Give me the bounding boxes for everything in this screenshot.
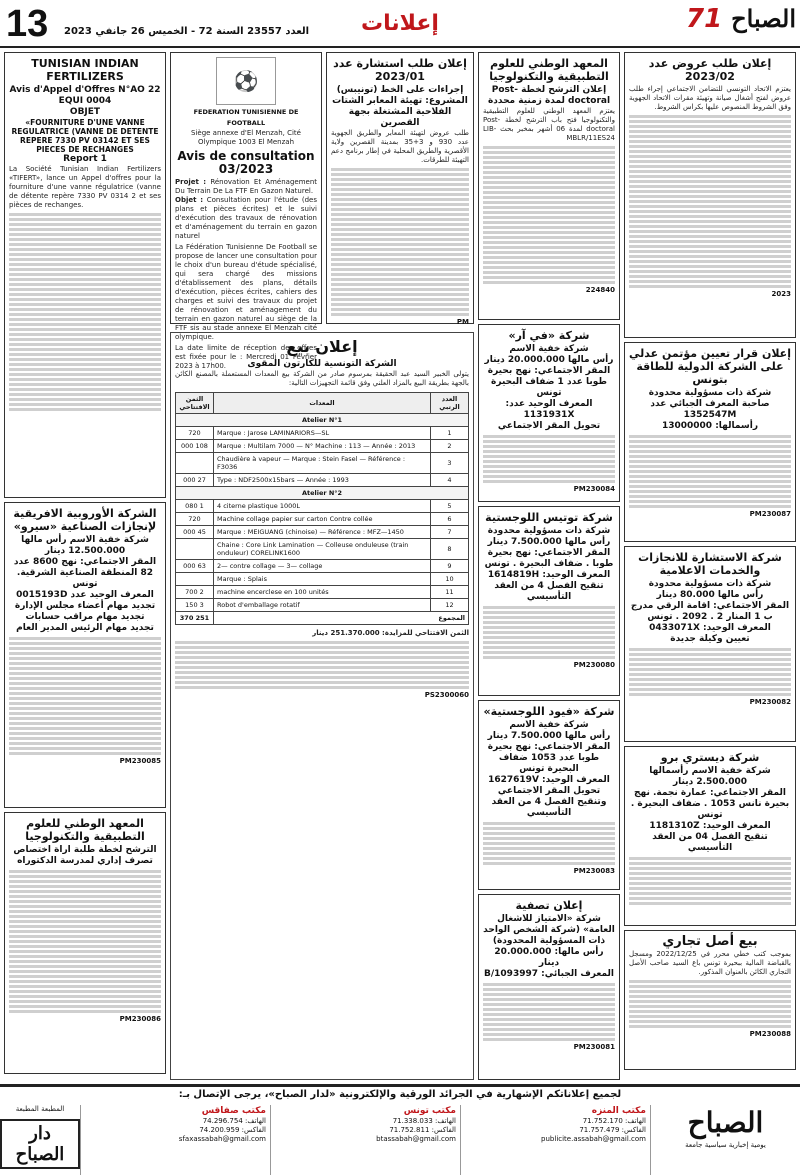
- table-row: [176, 513, 469, 526]
- lot-item: machine encerclese en 100 unités: [214, 586, 431, 599]
- ad-institut-doctorat: [4, 812, 166, 1074]
- ad-ftf-object-text: Consultation pour l'étude (des plans et pièces écrites) et le suivi d'exécution des travaux de rénovation et d'aménagement du terrain en gazon naturel: [175, 196, 317, 240]
- lots-header-row: [176, 393, 469, 414]
- logo-brand: الصباح: [731, 4, 796, 33]
- text-filler: [629, 857, 791, 905]
- lots-col-price: الثمن الافتتاحي: [176, 393, 214, 414]
- footer-office-tunis-head: مكتب تونس: [403, 1106, 456, 1116]
- ad-energy-capital: رأسمالها: 13000000: [661, 421, 759, 431]
- text-filler: [175, 641, 469, 689]
- ad-tifert-body: La Société Tunisian Indian Fertilizers «TIFERT», lance un Appel d'offres pour la fourniture d'une vanne régulatrice (vanne de détente repère 7330 PV 0314 2 et ses pièces de rechanges.: [9, 165, 161, 209]
- ad-consultation-text: طلب عروض لتهيئة المعابر والطريق الجهوية عدد 930 و 3+35 بمدينة القصرين ولاية الأقصرية والطريق المحلية في إطار برنامج دعم التهيئة للطرقات.: [331, 129, 469, 164]
- ad-tender-ref: 2023: [771, 290, 791, 298]
- ad-sale-title: إعلان بيع: [286, 337, 358, 356]
- footer-office-sfax: [80, 1105, 270, 1175]
- ad-fi-ar: [478, 324, 620, 502]
- ad-tender-text: يعتزم الاتحاد التونسي للتضامن الاجتماعي إجراء طلب عروض لفتح أشغال صيانة وتهيئة مقرات الاتحاد الجهوية وفق الشروط المنصوص عليها بكراس الشروط.: [629, 85, 791, 111]
- table-row: [176, 526, 469, 539]
- lot-price: 720: [176, 513, 214, 526]
- table-row: [176, 427, 469, 440]
- footer-banner: لجميع إعلاناتكم الإشهارية في الجرائد الورقية والإلكترونية «لدار الصباح»، يرجى الإتصال بـ:: [0, 1087, 800, 1103]
- ad-logistique-hq: المقر الاجتماعي: نهج بحيرة طوبا . ضفاف البحيرة . تونس: [484, 548, 614, 569]
- ad-ftf-deadline: La date limite de réception des offres est fixée pour le : Mercredi 01 Février 2023 à 17h00.: [175, 344, 317, 370]
- lot-price: 108 000: [176, 440, 214, 453]
- ad-ftf-project: [175, 178, 317, 196]
- lot-number: 3: [431, 453, 469, 474]
- lot-number: 12: [431, 599, 469, 612]
- ad-distrib: [624, 746, 796, 926]
- text-filler: [483, 435, 615, 483]
- newspaper-logo: [686, 2, 796, 46]
- ad-tasfiya-id: المعرف الجبائي: 1093997/B: [483, 969, 614, 979]
- ad-energy: [624, 342, 796, 542]
- ad-postdoc-ref: 224840: [585, 286, 615, 294]
- footer-columns: [0, 1105, 800, 1175]
- ad-vide-capital: رأس مالها 7.500.000 دينار: [487, 731, 611, 741]
- footer-office-sfax-phone: الهاتف: 74.296.754: [202, 1117, 266, 1125]
- footer-office-sfax-fax: الفاكس: 74.200.959: [199, 1126, 266, 1134]
- text-filler: [9, 213, 161, 411]
- lot-item: Machine collage papier sur carton Contre collée: [214, 513, 431, 526]
- ad-logistique-type: شركة ذات مسؤولية محدودة: [487, 526, 611, 536]
- page-number: 13: [6, 3, 49, 45]
- footer-brand: [650, 1105, 800, 1175]
- footer-office-menzah-phone: الهاتف: 71.752.170: [582, 1117, 646, 1125]
- ad-vide-action: تحويل المقر الاجتماعي وتنقيح الفصل 4 من العقد التأسيسي: [491, 786, 607, 818]
- lot-item: 2— contre collage — 3— collage: [214, 560, 431, 573]
- ad-distrib-id: المعرف الوحيد: 1181310Z: [649, 821, 771, 831]
- lot-number: 2: [431, 440, 469, 453]
- lot-number: 11: [431, 586, 469, 599]
- lot-number: 9: [431, 560, 469, 573]
- lot-item: Marque : MEIGUANG (chinoise) — Référence : MFZ—1450: [214, 526, 431, 539]
- ad-sovac-id: المعرف الوحيد عدد 0015193D: [16, 590, 154, 600]
- ad-fi-ar-capital: رأس مالها 20.000.000 دينار: [484, 355, 614, 365]
- ad-sovac-capital: شركة خفية الاسم رأس مالها 12.500.000 دينار: [21, 535, 149, 556]
- lots-body: [176, 414, 469, 612]
- ad-vide-id: المعرف الوحيد: 1627619V: [488, 775, 610, 785]
- ad-tasfiya-company: شركة «الامتياز للاشغال العامة» (شركة الشخص الواحد ذات المسؤولية المحدودة): [483, 914, 615, 946]
- footer-office-tunis-email[interactable]: btassabah@gmail.com: [376, 1135, 456, 1143]
- ad-sale-company: الشركة التونسية للكارتون المقوى: [247, 359, 397, 369]
- lot-price: 63 000: [176, 560, 214, 573]
- lot-item: Marque : Multilam 7000 — N° Machine : 113 — Année : 2013: [214, 440, 431, 453]
- lots-total-value: 251 370: [176, 612, 214, 625]
- ad-vide-hq: المقر الاجتماعي: نهج بحيرة طوبا عدد 1053 ضفاف البحيرة تونس: [487, 742, 611, 774]
- text-filler: [9, 637, 161, 755]
- ad-tifert: [4, 52, 166, 498]
- ad-ftf-title: Avis de consultation 03/2023: [177, 149, 315, 176]
- lot-item: Marque : Jarose LAMINARIORS—SL: [214, 427, 431, 440]
- lot-number: 10: [431, 573, 469, 586]
- issue-line: العدد 23557 السنة 72 - الخميس 26 جانفي 2023: [64, 26, 310, 37]
- footer-office-tunis-fax: الفاكس: 71.752.811: [389, 1126, 456, 1134]
- ad-logistique-capital: رأس مالها 7.500.000 دينار: [487, 537, 611, 547]
- ad-institut-doctorat-title: المعهد الوطني للعلوم التطبيقية والتكنولوجيا: [25, 817, 145, 843]
- ad-consultation: [326, 52, 474, 324]
- footer-office-tunis-phone: الهاتف: 71.338.033: [392, 1117, 456, 1125]
- ad-postdoc-text: يعتزم المعهد الوطني للعلوم التطبيقية والتكنولوجيا فتح باب الترشح لخطة Post-doctoral لمدة 06 أشهر بمخبر بحث LIB-MBLR/11ES24: [483, 107, 615, 142]
- ad-business-sale-title: بيع أصل تجاري: [662, 934, 758, 949]
- ad-tasfiya: [478, 894, 620, 1080]
- ad-postdoc: [478, 52, 620, 320]
- footer-print-name: دار الصباح: [0, 1119, 80, 1169]
- ad-sale-ref: PS2300060: [424, 691, 469, 699]
- lot-number: 6: [431, 513, 469, 526]
- lots-atelier-label: Atelier N°2: [176, 487, 469, 500]
- lot-number: 4: [431, 474, 469, 487]
- ad-fi-ar-type: شركة خفية الاسم: [509, 344, 589, 354]
- column-3: [326, 52, 474, 328]
- footer-brand-tagline: يومية إخبارية سياسية جامعة: [685, 1141, 766, 1149]
- text-filler: [483, 822, 615, 865]
- lot-price: 1 080: [176, 500, 214, 513]
- table-row: [176, 586, 469, 599]
- column-4: [478, 52, 620, 1080]
- footer-office-menzah-email[interactable]: publicite.assabah@gmail.com: [541, 1135, 646, 1143]
- ad-ftf-object: [175, 196, 317, 241]
- lots-atelier-row: [176, 487, 469, 500]
- ad-logistique-action: تنقيح الفصل 4 من العقد التأسيسي: [494, 581, 604, 602]
- ad-tifert-report: Report 1: [63, 154, 107, 164]
- text-filler: [629, 648, 791, 696]
- ad-sovac: [4, 502, 166, 808]
- ad-consult-info-type: شركة ذات مسؤولية محدودة: [648, 579, 772, 589]
- ftf-logo-icon: ⚽: [216, 57, 276, 105]
- ad-fi-ar-ref: PM230084: [573, 485, 615, 493]
- lot-item: Type : NDF2500x15bars — Année : 1993: [214, 474, 431, 487]
- ad-sale-intro: يتولى الخبير السيد عبد الحقيقة بمرسوم صادر من الشركة بيع المعدات المستعملة بالمصنع الكائن بالجهة بطريقة البيع بالمزاد العلني وفق قائمة التجهيزات التالية:: [175, 370, 469, 387]
- footer-office-menzah: [460, 1105, 650, 1175]
- ad-sale-equipment: [170, 332, 474, 1080]
- ad-logistique-ref: PM230080: [573, 661, 615, 669]
- footer-print-tag: المطبعة المطبعة: [15, 1105, 65, 1113]
- ad-consult-info-capital: رأس مالها 80.000 دينار: [656, 590, 764, 600]
- page-header: [0, 0, 800, 48]
- table-row: [176, 474, 469, 487]
- lot-price: 45 000: [176, 526, 214, 539]
- lot-item: Chaudière à vapeur — Marque : Stein Fasel — Référence : F3036: [214, 453, 431, 474]
- lot-number: 5: [431, 500, 469, 513]
- ad-institut-doctorat-sub: الترشح لخطة طلبة اراة اختصاص تصرف إداري لمدرسة الدكتوراه: [13, 845, 157, 866]
- ad-consultation-project: المشروع: تهيئة المعابر الشتات الفلاحية المشتغلة بجهة القصرين: [332, 96, 468, 128]
- ad-sovac-title: الشركة الأوروبية الافريقية لإنجازات الصناعية «سيرو»: [13, 507, 157, 533]
- ad-tifert-object: «FOURNITURE D'UNE VANNE REGULATRICE (VANNE DE DETENTE REPERE 7330 PV 03142 ET SES PIECES DE RECHANGES: [11, 118, 159, 154]
- ad-ftf-project-text: Rénovation Et Aménagement Du Terrain De La FTF En Gazon Naturel.: [175, 178, 317, 195]
- ad-consult-info-ref: PM230082: [749, 698, 791, 706]
- ad-consult-info-title: شركة الاستشارة للانجازات والخدمات الاعلامية: [638, 551, 782, 577]
- lot-price: [176, 453, 214, 474]
- ad-consult-info-action: تعيين وكيلة جديدة: [670, 634, 750, 644]
- ad-energy-title: إعلان قرار تعيين مؤتمن عدلي على الشركة الدولية للطاقة بتونس: [629, 347, 791, 386]
- ad-fi-ar-action: تحويل المقر الاجتماعي: [497, 421, 601, 431]
- ad-sovac-hq: المقر الاجتماعي: نهج 8600 عدد 82 المنطقة الصناعية الشرقية. تونس: [13, 557, 157, 589]
- footer-office-menzah-head: مكتب المنزه: [591, 1106, 646, 1116]
- ad-ftf-org: FEDERATION TUNISIENNE DE FOOTBALL: [193, 108, 299, 127]
- lot-price: [176, 573, 214, 586]
- ad-consultation-title: إعلان طلب استشارة عدد 2023/01: [333, 57, 467, 83]
- ad-ftf-address: Siège annexe d'El Menzah, Cité Olympique 1003 El Menzah: [191, 129, 301, 146]
- ad-institut-doctorat-ref: PM230086: [119, 1015, 161, 1023]
- lot-item: Marque : Splais: [214, 573, 431, 586]
- ad-fi-ar-id: المعرف الوحيد عدد: 1131931X: [505, 399, 593, 420]
- logo-number: 71: [686, 4, 723, 34]
- lot-price: [176, 539, 214, 560]
- footer-office-menzah-fax: الفاكس: 71.757.479: [579, 1126, 646, 1134]
- ad-consultation-ref: PM: [456, 318, 469, 326]
- lot-price: 3 150: [176, 599, 214, 612]
- ad-energy-hq: صاحبة المعرف الجبائي عدد 1352547M: [650, 399, 770, 420]
- lots-col-num: العدد الرتبي: [431, 393, 469, 414]
- lots-atelier-row: [176, 414, 469, 427]
- ad-tasfiya-title: إعلان تصفية: [515, 899, 583, 912]
- column-5: [624, 52, 796, 1080]
- lots-col-item: المعدات: [214, 393, 431, 414]
- lot-price: 720: [176, 427, 214, 440]
- ad-postdoc-title: المعهد الوطني للعلوم التطبيقية والتكنولوجيا: [489, 57, 609, 83]
- ad-sovac-line-3: تجديد مهام الرئيس المدير العام: [16, 623, 154, 633]
- table-row: [176, 453, 469, 474]
- footer-office-sfax-head: مكتب صفاقس: [201, 1106, 266, 1116]
- text-filler: [629, 435, 791, 508]
- ad-consult-info-hq: المقر الاجتماعي: اقامة الرقي مدرج ب 1 المنار 2 . 2092 . تونس: [630, 601, 790, 622]
- ad-tasfiya-ref: PM230081: [573, 1043, 615, 1051]
- ad-tasfiya-capital: رأس مالها: 20.000.000 دينار: [494, 947, 604, 968]
- ad-logistique-title: شركة توتيس اللوجستية: [485, 511, 613, 524]
- ad-consult-info-id: المعرف الوحيد: 0433071X: [649, 623, 771, 633]
- lots-table: [175, 392, 469, 625]
- ad-ftf-object-label: Objet :: [175, 196, 204, 204]
- ad-postdoc-sub: إعلان الترشح لخطة Post-doctoral لمدة زمنية محددة: [487, 85, 611, 106]
- ad-vide-ref: PM230083: [573, 867, 615, 875]
- table-row: [176, 560, 469, 573]
- table-row: [176, 539, 469, 560]
- lot-price: 2 700: [176, 586, 214, 599]
- footer-office-tunis: [270, 1105, 460, 1175]
- ad-tifert-object-label: OBJET: [69, 107, 101, 117]
- ad-tender-title: إعلان طلب عروض عدد 2023/02: [648, 57, 772, 83]
- ad-energy-ref: PM230087: [749, 510, 791, 518]
- text-filler: [331, 168, 469, 316]
- ad-business-sale-text: بموجب كتب خطي محرر في 2022/12/25 ومسجل بالقباضة المالية ببحيرة تونس باع السيد صاحب الأصل التجاري الكائن بالعنوان المذكور.: [629, 950, 792, 976]
- ad-logistique: [478, 506, 620, 696]
- text-filler: [9, 870, 161, 1013]
- ad-logistique-id: المعرف الوحيد: 1614819H: [487, 570, 611, 580]
- lot-price: 27 000: [176, 474, 214, 487]
- ad-vide-type: شركة خفية الاسم: [509, 720, 589, 730]
- ad-consultation-sub: إجراءات على الخط (تونيبس): [336, 85, 464, 95]
- lot-item: Robot d'emballage rotatif: [214, 599, 431, 612]
- text-filler: [483, 606, 615, 659]
- lot-item: 4 citerne plastique 1000L: [214, 500, 431, 513]
- ad-fi-ar-hq: المقر الاجتماعي: نهج بحيرة طوبا عدد 1 ضفاف البحيرة تونس: [487, 366, 611, 398]
- ad-business-sale: [624, 930, 796, 1070]
- section-title: إعلانات: [361, 11, 439, 36]
- text-filler: [629, 980, 791, 1028]
- page-footer: [0, 1084, 800, 1174]
- ad-distrib-hq: المقر الاجتماعي: عمارة نجمة. نهج بحيرة نانس 1053 . ضفاف البحيرة . تونس: [630, 788, 790, 820]
- ad-sovac-line-2: تجديد مهام مراقب حسابات: [25, 612, 145, 622]
- ad-distrib-type: شركة خفية الاسم رأسمالها 2.500.000 دينار: [649, 766, 771, 787]
- text-filler: [629, 115, 791, 288]
- ad-ftf-body: La Fédération Tunisienne De Football se propose de lancer une consultation pour le choix d'un bureau d'étude spécialisé, qui sera chargé des missions d'établissement des plans, détails d'exécution, pièces écrites, cahiers des charges et suivi des travaux du projet de rénovation et aménagement du terrain en gazon naturel au siège de la FTF sis au stade annexe El Menzah cité olympique.: [175, 243, 317, 341]
- ad-sale-note: الثمن الافتتاحي للمزايدة: 251.370.000 دينار: [312, 629, 469, 637]
- ad-tifert-notice: Avis d'Appel d'Offres N°AO 22 EQUI 0004: [9, 85, 161, 106]
- lot-number: 8: [431, 539, 469, 560]
- ad-sovac-line-1: تجديد مهام أعضاء مجلس الإدارة: [14, 601, 156, 611]
- ad-vide: [478, 700, 620, 890]
- text-filler: [483, 146, 615, 284]
- table-row: [176, 599, 469, 612]
- lot-number: 1: [431, 427, 469, 440]
- ad-ftf-project-label: Projet :: [175, 178, 207, 186]
- lots-atelier-label: Atelier N°1: [176, 414, 469, 427]
- text-filler: [483, 983, 615, 1041]
- table-row: [176, 573, 469, 586]
- footer-office-sfax-email[interactable]: sfaxassabah@gmail.com: [178, 1135, 266, 1143]
- lots-total-row: [176, 612, 469, 625]
- table-row: [176, 440, 469, 453]
- ad-tender: [624, 52, 796, 338]
- footer-brand-name: الصباح: [687, 1106, 764, 1139]
- ad-consult-info: [624, 546, 796, 742]
- lot-number: 7: [431, 526, 469, 539]
- ad-vide-title: شركة «فيود اللوجستية»: [483, 705, 615, 718]
- ad-distrib-action: تنقيح الفصل 04 من العقد التأسيسي: [652, 832, 768, 853]
- ad-fi-ar-title: شركة «في آر»: [508, 329, 590, 342]
- ad-tifert-title: TUNISIAN INDIAN FERTILIZERS: [31, 57, 139, 83]
- ad-distrib-title: شركة ديستري برو: [660, 751, 760, 764]
- ad-business-sale-ref: PM230088: [749, 1030, 791, 1038]
- lots-total-label: المجموع: [214, 612, 469, 625]
- ad-sovac-ref: PM230085: [119, 757, 161, 765]
- lot-item: Chaine : Core Link Lamination — Colleuse onduleuse (train onduleur) CORELINK1600: [214, 539, 431, 560]
- ad-energy-type: شركة ذات مسؤولية محدودة: [648, 388, 772, 398]
- footer-print-brand: [0, 1105, 80, 1175]
- column-1: [4, 52, 166, 1080]
- table-row: [176, 500, 469, 513]
